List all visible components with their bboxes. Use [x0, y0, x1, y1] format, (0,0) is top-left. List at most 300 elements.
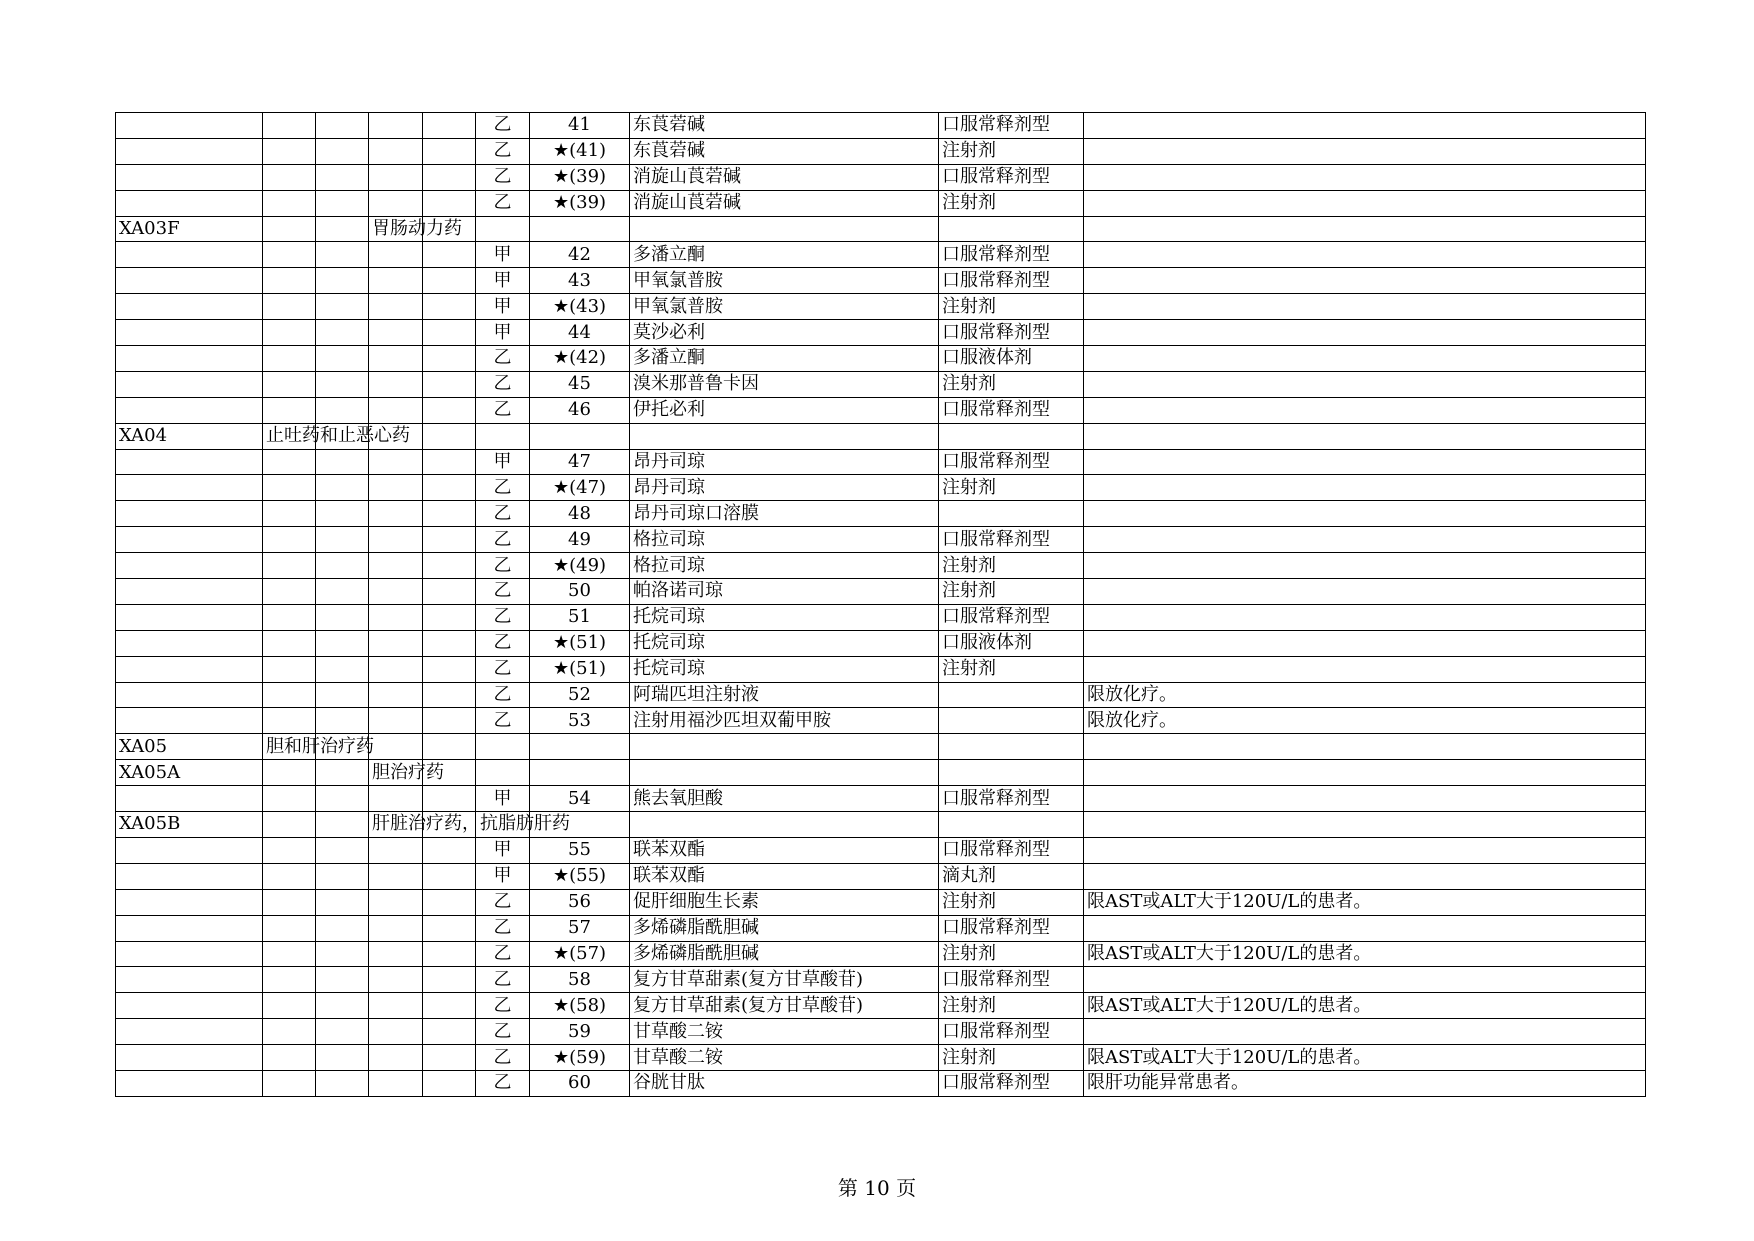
category-code-cell: XA03F	[116, 216, 263, 242]
level1-label-cell	[263, 242, 316, 268]
serial-number-cell: ★(39)	[530, 164, 630, 190]
blank-cell	[423, 294, 476, 320]
blank-cell	[316, 190, 369, 216]
category-code-cell	[116, 449, 263, 475]
remark-cell	[1084, 734, 1646, 760]
blank-cell	[316, 812, 369, 838]
dosage-form-cell	[939, 708, 1084, 734]
blank-cell	[316, 527, 369, 553]
dosage-form-cell: 注射剂	[939, 371, 1084, 397]
serial-number-cell	[530, 734, 630, 760]
category-code-cell: XA05B	[116, 812, 263, 838]
serial-number-cell	[530, 423, 630, 449]
blank-cell	[316, 1045, 369, 1071]
category-code-cell	[116, 682, 263, 708]
remark-cell	[1084, 604, 1646, 630]
level1-label-cell	[263, 320, 316, 346]
category-code-cell	[116, 346, 263, 372]
level1-label-cell	[263, 294, 316, 320]
blank-cell	[316, 320, 369, 346]
blank-cell	[316, 164, 369, 190]
blank-cell	[316, 760, 369, 786]
blank-cell	[423, 501, 476, 527]
blank-cell	[423, 346, 476, 372]
level2-label-cell	[369, 294, 423, 320]
table-row	[116, 294, 1646, 320]
table-row	[116, 164, 1646, 190]
category-code-cell	[116, 656, 263, 682]
table-row	[116, 138, 1646, 164]
blank-cell	[423, 553, 476, 579]
level1-label-cell	[263, 501, 316, 527]
level2-label-cell	[369, 993, 423, 1019]
drug-class-cell: 乙	[476, 993, 530, 1019]
drug-name-cell: 甘草酸二铵	[630, 1019, 939, 1045]
category-code-cell	[116, 268, 263, 294]
blank-cell	[423, 242, 476, 268]
table-row	[116, 786, 1646, 812]
table-row	[116, 708, 1646, 734]
table-row	[116, 967, 1646, 993]
remark-cell	[1084, 1019, 1646, 1045]
serial-number-cell	[530, 760, 630, 786]
blank-cell	[316, 553, 369, 579]
drug-name-cell: 昂丹司琼	[630, 475, 939, 501]
drug-name-cell: 东莨菪碱	[630, 138, 939, 164]
remark-cell	[1084, 423, 1646, 449]
level1-label-cell	[263, 1019, 316, 1045]
table-row	[116, 579, 1646, 605]
serial-number-cell: ★(57)	[530, 941, 630, 967]
blank-cell	[423, 993, 476, 1019]
drug-class-cell: 乙	[476, 967, 530, 993]
blank-cell	[316, 449, 369, 475]
drug-name-cell: 帕洛诺司琼	[630, 579, 939, 605]
serial-number-cell: ★(47)	[530, 475, 630, 501]
category-code-cell	[116, 786, 263, 812]
category-code-cell	[116, 708, 263, 734]
blank-cell	[423, 320, 476, 346]
category-code-cell	[116, 889, 263, 915]
blank-cell	[316, 604, 369, 630]
remark-cell	[1084, 449, 1646, 475]
serial-number-cell: ★(41)	[530, 138, 630, 164]
serial-number-cell: 60	[530, 1070, 630, 1096]
drug-name-cell: 联苯双酯	[630, 863, 939, 889]
drug-name-cell: 昂丹司琼口溶膜	[630, 501, 939, 527]
drug-name-cell: 莫沙必利	[630, 320, 939, 346]
drug-name-cell: 东莨菪碱	[630, 113, 939, 139]
blank-cell	[423, 1045, 476, 1071]
drug-name-cell: 溴米那普鲁卡因	[630, 371, 939, 397]
dosage-form-cell: 口服常释剂型	[939, 320, 1084, 346]
dosage-form-cell: 口服常释剂型	[939, 113, 1084, 139]
drug-class-cell: 甲	[476, 449, 530, 475]
level1-label-cell	[263, 527, 316, 553]
level1-label-cell	[263, 786, 316, 812]
table-row	[116, 190, 1646, 216]
remark-cell	[1084, 138, 1646, 164]
level2-label-cell	[369, 1045, 423, 1071]
serial-number-cell: 43	[530, 268, 630, 294]
dosage-form-cell	[939, 216, 1084, 242]
blank-cell	[316, 579, 369, 605]
drug-class-cell: 甲	[476, 786, 530, 812]
blank-cell	[316, 1019, 369, 1045]
blank-cell	[316, 371, 369, 397]
dosage-form-cell	[939, 423, 1084, 449]
category-code-cell	[116, 1045, 263, 1071]
level1-label-cell	[263, 993, 316, 1019]
level1-label-cell	[263, 812, 316, 838]
remark-cell: 限AST或ALT大于120U/L的患者。	[1084, 1045, 1646, 1071]
drug-class-cell: 乙	[476, 579, 530, 605]
remark-cell: 限肝功能异常患者。	[1084, 1070, 1646, 1096]
serial-number-cell: 46	[530, 397, 630, 423]
level1-label-cell	[263, 475, 316, 501]
category-code-cell: XA05	[116, 734, 263, 760]
blank-cell	[423, 527, 476, 553]
remark-cell	[1084, 113, 1646, 139]
blank-cell	[316, 993, 369, 1019]
dosage-form-cell: 口服常释剂型	[939, 1070, 1084, 1096]
drug-name-cell	[630, 216, 939, 242]
category-code-cell	[116, 1019, 263, 1045]
table-row	[116, 423, 1646, 449]
blank-cell	[423, 1070, 476, 1096]
drug-class-cell: 乙	[476, 1019, 530, 1045]
drug-class-cell: 乙	[476, 889, 530, 915]
serial-number-cell: ★(58)	[530, 993, 630, 1019]
dosage-form-cell: 口服常释剂型	[939, 604, 1084, 630]
remark-cell: 限AST或ALT大于120U/L的患者。	[1084, 993, 1646, 1019]
blank-cell	[316, 242, 369, 268]
blank-cell	[316, 863, 369, 889]
table-row	[116, 915, 1646, 941]
category-code-cell	[116, 1070, 263, 1096]
blank-cell	[316, 268, 369, 294]
remark-cell	[1084, 786, 1646, 812]
serial-number-cell: ★(59)	[530, 1045, 630, 1071]
level1-label-cell	[263, 397, 316, 423]
level2-label-cell	[369, 371, 423, 397]
remark-cell	[1084, 164, 1646, 190]
category-code-cell	[116, 993, 263, 1019]
serial-number-cell: ★(43)	[530, 294, 630, 320]
dosage-form-cell: 注射剂	[939, 993, 1084, 1019]
level2-label-cell: 胃肠动力药	[369, 216, 423, 242]
drug-class-cell: 乙	[476, 138, 530, 164]
blank-cell	[423, 423, 476, 449]
table-row	[116, 216, 1646, 242]
remark-cell	[1084, 579, 1646, 605]
table-row	[116, 320, 1646, 346]
blank-cell	[423, 604, 476, 630]
level1-label-cell: 止吐药和止恶心药	[263, 423, 316, 449]
table-row	[116, 397, 1646, 423]
dosage-form-cell: 口服常释剂型	[939, 915, 1084, 941]
remark-cell	[1084, 915, 1646, 941]
remark-cell	[1084, 837, 1646, 863]
remark-cell	[1084, 863, 1646, 889]
table-row	[116, 449, 1646, 475]
drug-name-cell: 格拉司琼	[630, 527, 939, 553]
blank-cell	[316, 346, 369, 372]
blank-cell	[423, 449, 476, 475]
level2-label-cell	[369, 604, 423, 630]
remark-cell	[1084, 294, 1646, 320]
level1-label-cell	[263, 1070, 316, 1096]
dosage-form-cell: 口服常释剂型	[939, 967, 1084, 993]
level2-label-cell	[369, 346, 423, 372]
blank-cell	[316, 216, 369, 242]
drug-class-cell: 乙	[476, 371, 530, 397]
drug-name-cell: 多潘立酮	[630, 346, 939, 372]
blank-cell	[423, 268, 476, 294]
level1-label-cell	[263, 138, 316, 164]
dosage-form-cell: 口服常释剂型	[939, 1019, 1084, 1045]
dosage-form-cell: 口服常释剂型	[939, 397, 1084, 423]
blank-cell	[316, 138, 369, 164]
category-code-cell	[116, 967, 263, 993]
dosage-form-cell: 注射剂	[939, 553, 1084, 579]
serial-number-cell	[530, 216, 630, 242]
dosage-form-cell: 口服常释剂型	[939, 786, 1084, 812]
dosage-form-cell: 口服液体剂	[939, 346, 1084, 372]
level1-label-cell	[263, 682, 316, 708]
drug-name-cell: 甲氧氯普胺	[630, 294, 939, 320]
drug-class-cell: 乙	[476, 527, 530, 553]
level2-label-cell	[369, 1070, 423, 1096]
drug-class-cell: 甲	[476, 242, 530, 268]
remark-cell	[1084, 268, 1646, 294]
drug-name-cell: 伊托必利	[630, 397, 939, 423]
drug-class-cell: 乙	[476, 630, 530, 656]
drug-class-cell: 甲	[476, 320, 530, 346]
blank-cell	[316, 501, 369, 527]
drug-class-cell	[476, 216, 530, 242]
dosage-form-cell	[939, 501, 1084, 527]
drug-class-cell: 乙	[476, 656, 530, 682]
blank-cell	[316, 630, 369, 656]
level1-label-cell	[263, 967, 316, 993]
dosage-form-cell	[939, 760, 1084, 786]
blank-cell	[316, 837, 369, 863]
level2-label-cell	[369, 190, 423, 216]
blank-cell	[423, 915, 476, 941]
table-row	[116, 734, 1646, 760]
drug-name-cell: 复方甘草甜素(复方甘草酸苷)	[630, 967, 939, 993]
dosage-form-cell: 注射剂	[939, 941, 1084, 967]
drug-name-cell: 多烯磷脂酰胆碱	[630, 941, 939, 967]
blank-cell	[423, 475, 476, 501]
remark-cell: 限AST或ALT大于120U/L的患者。	[1084, 889, 1646, 915]
serial-number-cell: ★(49)	[530, 553, 630, 579]
serial-number-cell: 57	[530, 915, 630, 941]
drug-class-cell: 乙	[476, 708, 530, 734]
dosage-form-cell: 注射剂	[939, 190, 1084, 216]
remark-cell	[1084, 760, 1646, 786]
level2-label-cell	[369, 967, 423, 993]
dosage-form-cell: 口服常释剂型	[939, 268, 1084, 294]
dosage-form-cell: 口服常释剂型	[939, 242, 1084, 268]
level2-label-cell	[369, 579, 423, 605]
blank-cell	[423, 682, 476, 708]
drug-class-cell: 乙	[476, 941, 530, 967]
remark-cell	[1084, 346, 1646, 372]
drug-class-cell: 甲	[476, 294, 530, 320]
level2-label-cell	[369, 786, 423, 812]
drug-class-cell	[476, 734, 530, 760]
table-row	[116, 604, 1646, 630]
blank-cell	[316, 967, 369, 993]
drug-class-cell: 乙	[476, 915, 530, 941]
level1-label-cell	[263, 113, 316, 139]
level2-label-cell	[369, 1019, 423, 1045]
page-number: 第 10 页	[837, 1176, 917, 1200]
level1-label-cell	[263, 656, 316, 682]
category-code-cell	[116, 138, 263, 164]
level2-label-cell	[369, 708, 423, 734]
serial-number-cell: 53	[530, 708, 630, 734]
drug-class-cell: 乙	[476, 164, 530, 190]
dosage-form-cell	[939, 682, 1084, 708]
category-code-cell	[116, 579, 263, 605]
blank-cell	[316, 682, 369, 708]
serial-number-cell: 41	[530, 113, 630, 139]
blank-cell	[423, 967, 476, 993]
remark-cell	[1084, 527, 1646, 553]
blank-cell	[316, 294, 369, 320]
table-row	[116, 346, 1646, 372]
dosage-form-cell: 注射剂	[939, 656, 1084, 682]
table-row	[116, 553, 1646, 579]
blank-cell	[316, 786, 369, 812]
table-row	[116, 113, 1646, 139]
level1-label-cell	[263, 760, 316, 786]
remark-cell	[1084, 656, 1646, 682]
category-code-cell: XA04	[116, 423, 263, 449]
level2-label-cell	[369, 268, 423, 294]
drug-name-cell: 甘草酸二铵	[630, 1045, 939, 1071]
level2-label-cell	[369, 113, 423, 139]
blank-cell	[423, 837, 476, 863]
dosage-form-cell: 注射剂	[939, 889, 1084, 915]
drug-name-cell: 托烷司琼	[630, 604, 939, 630]
dosage-form-cell: 口服常释剂型	[939, 527, 1084, 553]
drug-name-cell: 昂丹司琼	[630, 449, 939, 475]
serial-number-cell: 50	[530, 579, 630, 605]
category-code-cell	[116, 630, 263, 656]
dosage-form-cell: 注射剂	[939, 294, 1084, 320]
serial-number-cell: 59	[530, 1019, 630, 1045]
category-code-cell	[116, 164, 263, 190]
serial-number-cell: ★(51)	[530, 656, 630, 682]
drug-class-cell: 乙	[476, 397, 530, 423]
remark-cell: 限放化疗。	[1084, 708, 1646, 734]
level2-label-cell: 胆治疗药	[369, 760, 423, 786]
drug-name-cell	[630, 812, 939, 838]
drug-name-cell: 多烯磷脂酰胆碱	[630, 915, 939, 941]
blank-cell	[316, 475, 369, 501]
level1-label-cell	[263, 190, 316, 216]
blank-cell	[316, 656, 369, 682]
category-code-cell	[116, 475, 263, 501]
level2-label-cell	[369, 449, 423, 475]
dosage-form-cell: 口服常释剂型	[939, 449, 1084, 475]
table-row	[116, 630, 1646, 656]
remark-cell	[1084, 501, 1646, 527]
blank-cell	[316, 397, 369, 423]
blank-cell	[423, 656, 476, 682]
drug-name-cell: 托烷司琼	[630, 656, 939, 682]
level2-label-cell	[369, 837, 423, 863]
dosage-form-cell	[939, 812, 1084, 838]
level2-label-cell	[369, 397, 423, 423]
category-code-cell	[116, 294, 263, 320]
level2-label-cell	[369, 682, 423, 708]
remark-cell	[1084, 320, 1646, 346]
dosage-form-cell: 口服常释剂型	[939, 837, 1084, 863]
serial-number-cell: 54	[530, 786, 630, 812]
blank-cell	[423, 863, 476, 889]
level2-label-cell	[369, 941, 423, 967]
dosage-form-cell: 口服液体剂	[939, 630, 1084, 656]
blank-cell	[423, 630, 476, 656]
serial-number-cell: ★(39)	[530, 190, 630, 216]
level2-label-cell	[369, 889, 423, 915]
drug-name-cell: 复方甘草甜素(复方甘草酸苷)	[630, 993, 939, 1019]
level1-label-cell	[263, 604, 316, 630]
level1-label-cell	[263, 346, 316, 372]
dosage-form-cell	[939, 734, 1084, 760]
drug-class-cell: 乙	[476, 501, 530, 527]
serial-number-cell: 42	[530, 242, 630, 268]
blank-cell	[423, 579, 476, 605]
blank-cell	[423, 138, 476, 164]
drug-class-cell: 乙	[476, 475, 530, 501]
blank-cell	[423, 889, 476, 915]
level1-label-cell	[263, 1045, 316, 1071]
level2-label-cell	[369, 138, 423, 164]
table-row	[116, 941, 1646, 967]
table-row	[116, 268, 1646, 294]
table-row	[116, 475, 1646, 501]
remark-cell	[1084, 967, 1646, 993]
dosage-form-cell: 注射剂	[939, 475, 1084, 501]
remark-cell: 限放化疗。	[1084, 682, 1646, 708]
serial-number-cell: ★(55)	[530, 863, 630, 889]
blank-cell	[423, 708, 476, 734]
table-row	[116, 242, 1646, 268]
blank-cell	[423, 371, 476, 397]
serial-number-cell: 47	[530, 449, 630, 475]
table-row	[116, 527, 1646, 553]
table-row	[116, 812, 1646, 838]
drug-class-cell: 乙	[476, 682, 530, 708]
category-code-cell	[116, 863, 263, 889]
drug-class-cell: 乙	[476, 553, 530, 579]
serial-number-cell: 45	[530, 371, 630, 397]
level1-label-cell	[263, 216, 316, 242]
remark-cell	[1084, 397, 1646, 423]
level2-label-cell	[369, 501, 423, 527]
level1-label-cell	[263, 630, 316, 656]
drug-name-cell: 联苯双酯	[630, 837, 939, 863]
drug-name-cell: 阿瑞匹坦注射液	[630, 682, 939, 708]
table-row	[116, 1019, 1646, 1045]
level2-label-cell	[369, 656, 423, 682]
